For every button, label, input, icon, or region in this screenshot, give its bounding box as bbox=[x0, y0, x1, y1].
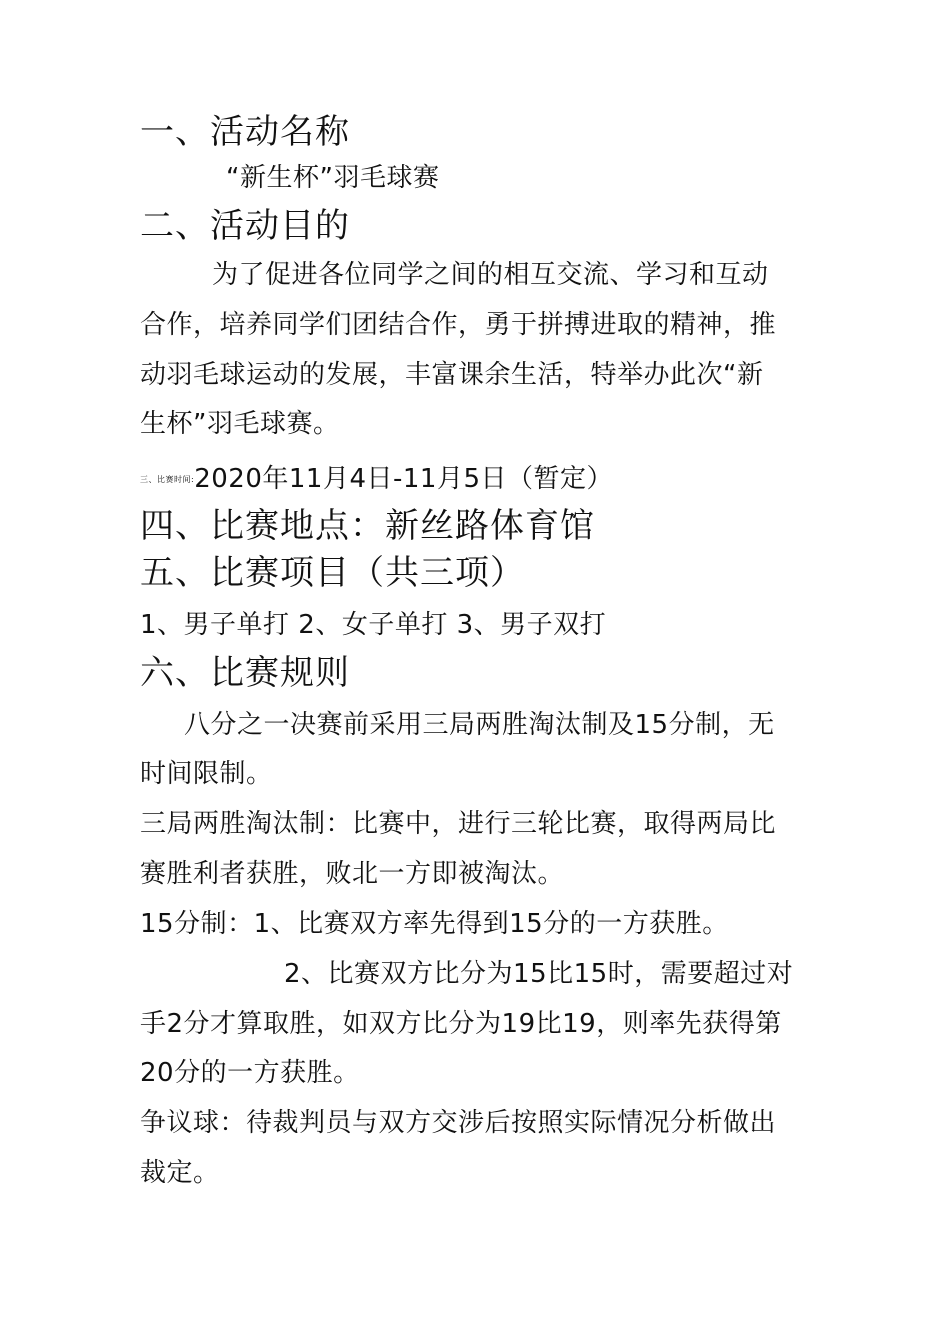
competition-time-label: 三、比赛时间: bbox=[140, 475, 195, 484]
section-2-heading: 二、活动目的 bbox=[140, 206, 350, 246]
rules-line-6: 2、比赛双方比分为15比15时，需要超过对 bbox=[284, 959, 794, 989]
rules-line-7: 手2分才算取胜，如双方比分为19比19，则率先获得第 bbox=[140, 1009, 782, 1039]
rules-line-5: 15分制：1、比赛双方率先得到15分的一方获胜。 bbox=[140, 909, 729, 939]
section-4-heading: 四、比赛地点：新丝路体育馆 bbox=[140, 506, 595, 546]
event-items: 1、男子单打 2、女子单打 3、男子双打 bbox=[140, 610, 607, 640]
section-5-heading: 五、比赛项目（共三项） bbox=[140, 553, 525, 593]
rules-line-1: 八分之一决赛前采用三局两胜淘汰制及15分制，无 bbox=[184, 710, 775, 740]
purpose-line-4: 生杯”羽毛球赛。 bbox=[140, 409, 340, 439]
rules-line-9: 争议球：待裁判员与双方交涉后按照实际情况分析做出 bbox=[140, 1108, 777, 1138]
rules-line-10: 裁定。 bbox=[140, 1158, 220, 1188]
purpose-line-3: 动羽毛球运动的发展，丰富课余生活，特举办此次“新 bbox=[140, 360, 764, 390]
rules-line-3: 三局两胜淘汰制：比赛中，进行三轮比赛，取得两局比 bbox=[140, 809, 777, 839]
rules-line-8: 20分的一方获胜。 bbox=[140, 1058, 360, 1088]
competition-time-value: 2020年11月4日-11月5日（暂定） bbox=[194, 464, 614, 494]
purpose-line-1: 为了促进各位同学之间的相互交流、学习和互动 bbox=[212, 260, 769, 290]
activity-name-text: “新生杯”羽毛球赛 bbox=[226, 163, 440, 193]
rules-line-2: 时间限制。 bbox=[140, 759, 273, 789]
rules-line-4: 赛胜利者获胜，败北一方即被淘汰。 bbox=[140, 859, 565, 889]
competition-time-line bbox=[140, 458, 613, 495]
section-1-heading: 一、活动名称 bbox=[140, 112, 350, 152]
section-6-heading: 六、比赛规则 bbox=[140, 653, 350, 693]
purpose-line-2: 合作，培养同学们团结合作，勇于拼搏进取的精神，推 bbox=[140, 310, 777, 340]
